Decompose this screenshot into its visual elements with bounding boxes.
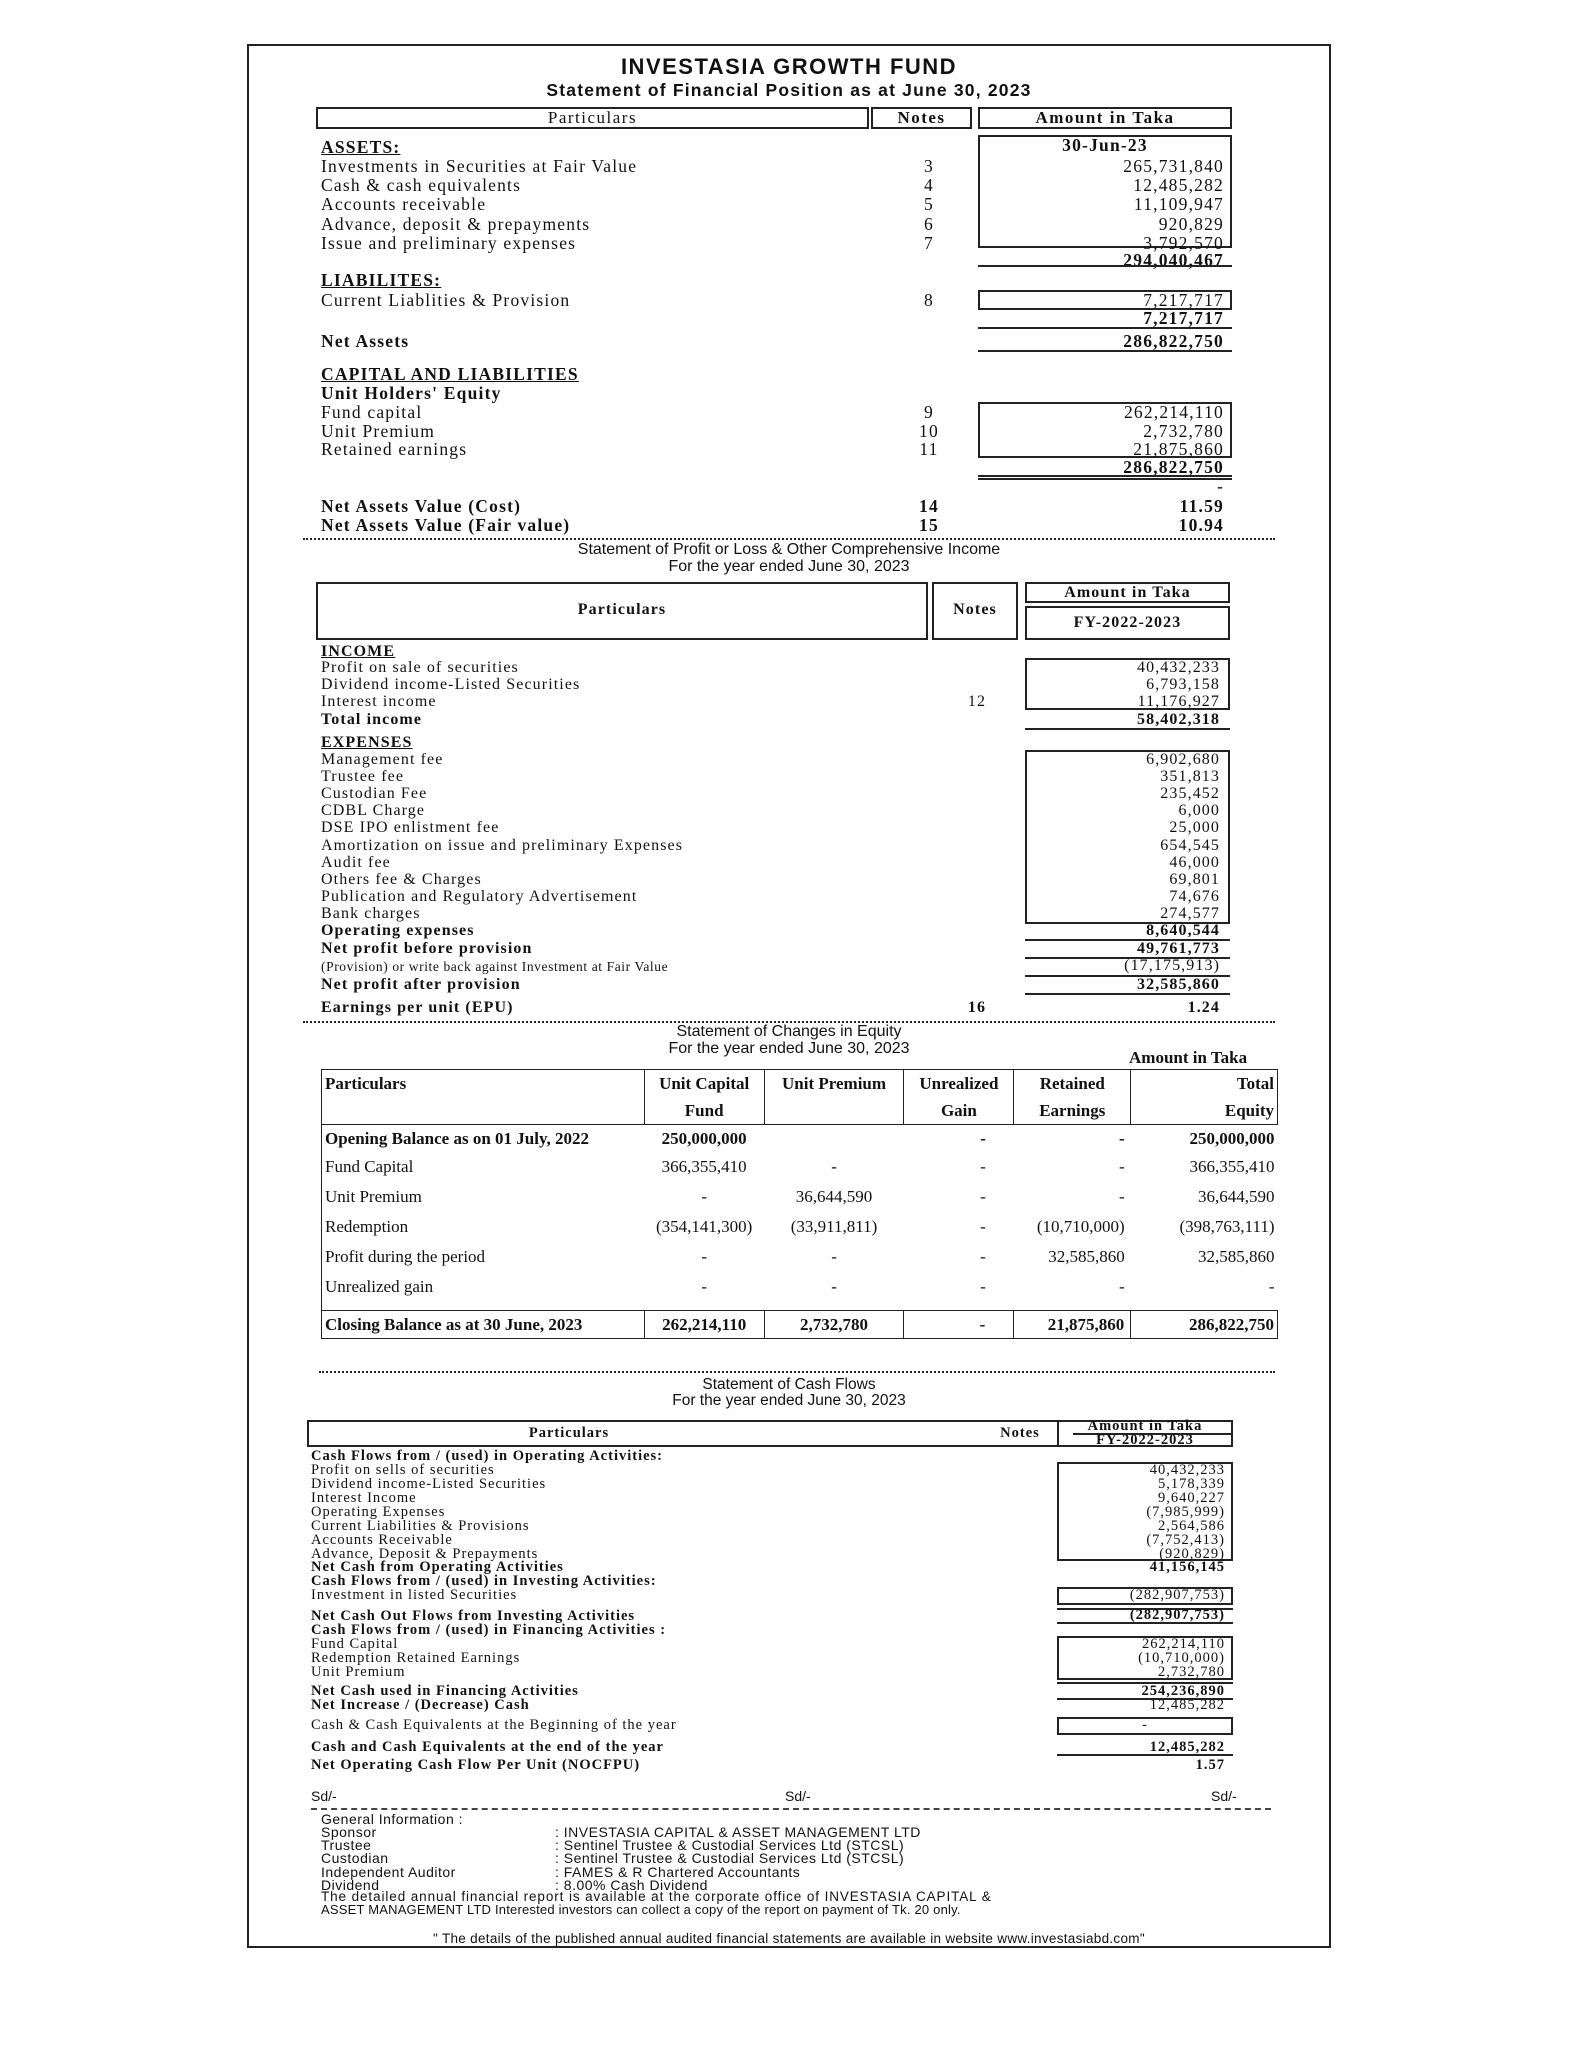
cf-beginning: -: [1142, 1717, 1148, 1733]
equity-header-row: [322, 1070, 1278, 1098]
cf-fin-row: [249, 1664, 1329, 1683]
general-info-label: Custodian: [321, 1850, 389, 1867]
equity-cell: -: [831, 1247, 837, 1266]
cf-investing-heading: Cash Flows from / (used) in Investing Activities:: [311, 1573, 657, 1589]
income-label: Interest income: [321, 693, 437, 710]
npbp-label: Net profit before provision: [321, 940, 533, 957]
cf-fin-amount: 262,214,110: [1142, 1636, 1225, 1652]
equity-row: [249, 439, 1329, 458]
assets-total-rule: [978, 265, 1232, 267]
asset-label: Advance, deposit & prepayments: [321, 213, 591, 234]
equity-cell: -: [1119, 1187, 1125, 1206]
total-income-value: 58,402,318: [1137, 711, 1220, 728]
cf-op-label: Advance, Deposit & Prepayments: [311, 1546, 539, 1562]
equity-cell: -: [831, 1277, 837, 1296]
pl-notes-header: Notes: [932, 582, 1018, 640]
asset-amount: 265,731,840: [1123, 156, 1224, 176]
changes-in-equity-table: [321, 1069, 1278, 1339]
equity-cell: 366,355,410: [1189, 1157, 1275, 1176]
total-income-label: Total income: [321, 711, 423, 728]
equity-note: 10: [919, 420, 939, 441]
equity-stmt-title: Statement of Changes in Equity: [676, 1023, 902, 1040]
equity-cell: Unrealized gain: [322, 1272, 645, 1302]
general-info-value: : Sentinel Trustee & Custodial Services Ltd (STCSL): [555, 1837, 905, 1854]
equity-header-cell: [764, 1097, 904, 1125]
asset-note: 6: [924, 213, 934, 234]
equity-cell: -: [1119, 1128, 1125, 1148]
equity-amount: 21,875,860: [1133, 439, 1224, 459]
financial-statement-page: [247, 44, 1331, 1948]
cf-op-amount: 5,178,339: [1158, 1476, 1225, 1492]
cf-op-label: Accounts Receivable: [311, 1532, 453, 1548]
equity-cell: (354,141,300): [656, 1217, 753, 1236]
cf-op-total-label: Net Cash from Operating Activities: [311, 1559, 564, 1575]
income-label: Dividend income-Listed Securities: [321, 676, 581, 693]
equity-row: [249, 421, 1329, 440]
report-line-2: ASSET MANAGEMENT LTD Interested investors can collect a copy of the report on payment of Tk. 20 only.: [321, 1902, 961, 1917]
cf-fin-amount: 2,732,780: [1158, 1664, 1225, 1680]
cf-op-label: Operating Expenses: [311, 1504, 446, 1520]
expense-label: DSE IPO enlistment fee: [321, 819, 500, 837]
expense-label: Others fee & Charges: [321, 870, 482, 888]
equity-closing-row: [322, 1311, 1278, 1339]
expense-amount: 351,813: [1160, 768, 1220, 786]
asset-amount: 3,792,570: [1143, 232, 1224, 253]
equity-cell: -: [1119, 1157, 1125, 1176]
cf-end-rule: [1057, 1754, 1233, 1756]
general-info-value: : FAMES & R Chartered Accountants: [555, 1863, 801, 1880]
equity-cell: -: [980, 1217, 986, 1236]
equity-cell: Profit during the period: [322, 1242, 645, 1272]
operating-expenses-value: 8,640,544: [1146, 922, 1220, 939]
pl-amount-header: Amount in Taka: [1025, 582, 1230, 603]
equity-header-cell: Retained: [1014, 1070, 1131, 1098]
cf-end: 12,485,282: [1149, 1739, 1225, 1755]
sfp-particulars-header: Particulars: [316, 107, 869, 129]
equity-cell: -: [904, 1311, 1014, 1339]
expense-label: Amortization on issue and preliminary Expenses: [321, 836, 684, 854]
liabilities-total-rule: [978, 327, 1232, 329]
equity-cell: Fund Capital: [322, 1152, 645, 1182]
cf-inv-item: (282,907,753): [1129, 1587, 1225, 1603]
equity-data-row: [322, 1272, 1278, 1302]
equity-label: Retained earnings: [321, 439, 468, 459]
equity-cell: 262,214,110: [644, 1311, 764, 1339]
signature-3: Sd/-: [1211, 1788, 1237, 1804]
pl-fy-header: FY-2022-2023: [1025, 606, 1230, 640]
fund-name: INVESTASIA GROWTH FUND: [620, 54, 958, 79]
equity-header-cell: Gain: [904, 1097, 1014, 1125]
expense-amount: 6,902,680: [1146, 751, 1220, 768]
asset-note: 4: [924, 175, 934, 196]
equity-label: Fund capital: [321, 402, 423, 422]
cf-financing-heading: Cash Flows from / (used) in Financing Activities :: [311, 1622, 667, 1638]
cf-inv-item-label: Investment in listed Securities: [311, 1587, 518, 1603]
equity-cell: -: [701, 1247, 707, 1266]
asset-label: Accounts receivable: [321, 194, 487, 215]
nav-cost-label: Net Assets Value (Cost): [321, 496, 522, 516]
expense-amount: 6,000: [1178, 802, 1220, 820]
section-divider-3: [319, 1371, 1275, 1373]
equity-cell: -: [980, 1277, 986, 1296]
cf-beginning-label: Cash & Cash Equivalents at the Beginning of the year: [311, 1717, 677, 1733]
expense-amount: 235,452: [1160, 785, 1220, 803]
equity-label: Unit Premium: [321, 420, 436, 441]
general-info-label: Trustee: [321, 1837, 372, 1854]
cf-op-amount: 40,432,233: [1149, 1462, 1225, 1478]
cf-op-label: Dividend income-Listed Securities: [311, 1476, 547, 1492]
equity-opening-row: [322, 1125, 1278, 1153]
assets-heading: ASSETS:: [321, 137, 401, 157]
cf-amount-header: Amount in Taka: [1087, 1418, 1203, 1434]
general-info-label: Independent Auditor: [321, 1863, 456, 1880]
asset-row: [249, 156, 1329, 175]
equity-cell: 250,000,000: [661, 1128, 747, 1148]
equity-header-cell: [322, 1097, 645, 1125]
npbp-value: 49,761,773: [1137, 940, 1220, 957]
equity-note: 11: [919, 439, 939, 459]
cf-fin-amount: (10,710,000): [1138, 1650, 1225, 1666]
equity-header-cell: Unit Capital: [644, 1070, 764, 1098]
equity-data-row: [322, 1212, 1278, 1242]
general-info-heading: General Information :: [321, 1811, 464, 1827]
equity-data-row: [322, 1242, 1278, 1272]
pl-title: Statement of Profit or Loss & Other Comprehensive Income: [577, 541, 1001, 558]
equity-cell: 32,585,860: [1198, 1247, 1275, 1266]
pl-particulars-header: Particulars: [316, 582, 928, 640]
general-info-label: Sponsor: [321, 1824, 377, 1840]
cashflow-period: For the year ended June 30, 2023: [672, 1392, 906, 1409]
asset-note: 7: [924, 232, 934, 253]
signature-divider: [311, 1808, 1271, 1810]
signature-2: Sd/-: [785, 1788, 811, 1804]
cf-operating-heading: Cash Flows from / (used) in Operating Activities:: [311, 1448, 664, 1464]
equity-stmt-period: For the year ended June 30, 2023: [668, 1040, 910, 1057]
cf-fin-total: 254,236,890: [1141, 1683, 1225, 1699]
income-amount: 6,793,158: [1146, 676, 1220, 693]
npap-value: 32,585,860: [1137, 976, 1220, 993]
expense-label: Management fee: [321, 751, 444, 768]
equity-row: [249, 402, 1329, 421]
asset-label: Cash & cash equivalents: [321, 175, 522, 196]
income-amount: 40,432,233: [1137, 659, 1220, 676]
general-info-value: : 8.00% Cash Dividend: [555, 1876, 708, 1893]
cf-op-amount: (7,752,413): [1146, 1532, 1225, 1548]
provision-label: (Provision) or write back against Investment at Fair Value: [321, 959, 669, 974]
cf-notes-header: Notes: [1000, 1425, 1040, 1441]
expense-label: Bank charges: [321, 904, 421, 922]
pl-period: For the year ended June 30, 2023: [668, 558, 910, 575]
equity-header-cell: Total: [1131, 1070, 1278, 1098]
cf-op-amount: 2,564,586: [1158, 1518, 1225, 1534]
asset-amount: 920,829: [1158, 213, 1224, 234]
expense-amount: 46,000: [1169, 853, 1220, 871]
equity-cell: -: [980, 1247, 986, 1266]
total-income-rule: [1025, 728, 1230, 730]
equity-amount-label: Amount in Taka: [1129, 1048, 1248, 1067]
expense-label: Trustee fee: [321, 768, 405, 786]
net-assets-label: Net Assets: [321, 331, 410, 351]
income-note: 12: [967, 693, 987, 710]
liabilities-total: 7,217,717: [1143, 308, 1224, 328]
equity-cell: -: [701, 1187, 707, 1206]
cf-inv-total-label: Net Cash Out Flows from Investing Activities: [311, 1608, 636, 1624]
cf-fin-label: Unit Premium: [311, 1664, 406, 1680]
equity-cell: 36,644,590: [795, 1187, 873, 1206]
equity-cell: 366,355,410: [661, 1157, 747, 1176]
section-divider-1: [303, 538, 1275, 540]
cf-end-label: Cash and Cash Equivalents at the end of the year: [311, 1739, 664, 1755]
equity-cell: [764, 1125, 904, 1153]
asset-amount: 11,109,947: [1133, 194, 1224, 215]
income-row: [249, 693, 1329, 712]
equity-cell: Unit Premium: [322, 1182, 645, 1212]
equity-cell: 36,644,590: [1198, 1187, 1275, 1206]
asset-row: [249, 194, 1329, 213]
operating-expenses-label: Operating expenses: [321, 922, 475, 939]
equity-amount: 262,214,110: [1123, 402, 1224, 422]
npap-label: Net profit after provision: [321, 976, 521, 993]
cf-particulars-header: Particulars: [528, 1425, 610, 1441]
income-label: Profit on sale of securities: [321, 659, 519, 676]
website-note: " The details of the published annual audited financial statements are available in website www.investasiabd.com": [433, 1931, 1145, 1946]
equity-cell: (33,911,811): [790, 1217, 878, 1236]
cf-fin-total-label: Net Cash used in Financing Activities: [311, 1683, 579, 1699]
expense-amount: 74,676: [1169, 887, 1220, 905]
expense-amount: 69,801: [1169, 870, 1220, 888]
equity-cell: -: [1119, 1277, 1125, 1296]
nocfpu-label: Net Operating Cash Flow Per Unit (NOCFPU): [311, 1757, 641, 1773]
equity-cell: 2,732,780: [764, 1311, 904, 1339]
sfp-amount-header: Amount in Taka: [978, 107, 1232, 129]
equity-cell: 32,585,860: [1048, 1247, 1125, 1266]
equity-cell: (10,710,000): [1036, 1217, 1125, 1236]
liability-row: [249, 290, 1329, 309]
asset-note: 5: [924, 194, 934, 215]
cf-fin-label: Fund Capital: [311, 1636, 399, 1652]
net-assets-rule: [978, 350, 1232, 352]
expense-label: Custodian Fee: [321, 785, 428, 803]
general-info-label: Dividend: [321, 1876, 380, 1893]
asset-label: Issue and preliminary expenses: [321, 232, 577, 253]
sfp-notes-header: Notes: [871, 107, 972, 129]
equity-cell: -: [1268, 1277, 1275, 1296]
unit-holders-equity-heading: Unit Holders' Equity: [321, 383, 502, 403]
equity-data-row: [322, 1152, 1278, 1182]
liability-label: Current Liablities & Provision: [321, 290, 571, 310]
nav-fair-label: Net Assets Value (Fair value): [321, 515, 571, 535]
cf-fy-header: FY-2022-2023: [1096, 1432, 1194, 1448]
equity-cell: 250,000,000: [1189, 1128, 1275, 1148]
asset-row: [249, 233, 1329, 252]
asset-row: [249, 214, 1329, 233]
equity-header-row: [322, 1097, 1278, 1125]
equity-cell: -: [831, 1157, 837, 1176]
expenses-heading: EXPENSES: [321, 734, 413, 751]
cf-op-label: Profit on sells of securities: [311, 1462, 495, 1478]
report-line-1: The detailed annual financial report is available at the corporate office of INVESTASIA CAPITAL &: [321, 1889, 992, 1904]
equity-header-cell: Unrealized: [904, 1070, 1014, 1098]
expense-amount: 25,000: [1169, 819, 1220, 837]
general-info-value: : Sentinel Trustee & Custodial Services Ltd (STCSL): [555, 1850, 905, 1867]
equity-cell: (398,763,111): [1179, 1217, 1275, 1236]
cf-op-label: Current Liabilities & Provisions: [311, 1518, 530, 1534]
equity-total: 286,822,750: [1123, 457, 1224, 477]
equity-cell: 286,822,750: [1131, 1311, 1278, 1339]
nav-cost-note: 14: [919, 496, 939, 516]
epu-value: 1.24: [1187, 999, 1220, 1016]
cf-op-label: Interest Income: [311, 1490, 417, 1506]
expense-label: CDBL Charge: [321, 802, 426, 820]
expense-label: Audit fee: [321, 853, 391, 871]
equity-cell: -: [980, 1157, 986, 1176]
equity-spacer-cell: [322, 1302, 1278, 1311]
provision-value: (17,175,913): [1124, 957, 1220, 974]
income-amount: 11,176,927: [1137, 693, 1220, 710]
equity-cell: Opening Balance as on 01 July, 2022: [322, 1125, 645, 1153]
liabilities-heading: LIABILITES:: [321, 270, 442, 290]
cf-inv-total: (282,907,753): [1129, 1607, 1225, 1623]
asset-row: [249, 175, 1329, 194]
equity-cell: Closing Balance as at 30 June, 2023: [322, 1311, 645, 1339]
nav-cost-value: 11.59: [1179, 496, 1224, 516]
equity-spacer-row: [322, 1302, 1278, 1311]
net-assets-value: 286,822,750: [1123, 331, 1224, 351]
equity-cell: -: [701, 1277, 707, 1296]
equity-header-cell: Earnings: [1014, 1097, 1131, 1125]
liability-note: 8: [924, 290, 934, 310]
equity-header-cell: Unit Premium: [764, 1070, 904, 1098]
asset-label: Investments in Securities at Fair Value: [321, 156, 638, 176]
nav-fair-value: 10.94: [1178, 515, 1224, 535]
assets-total: 294,040,467: [1123, 250, 1224, 270]
signature-1: Sd/-: [311, 1788, 337, 1804]
equity-cell: -: [980, 1187, 986, 1206]
equity-header-cell: Fund: [644, 1097, 764, 1125]
nocfpu-value: 1.57: [1195, 1757, 1225, 1773]
expense-amount: 654,545: [1160, 836, 1220, 854]
cf-op-amount: (7,985,999): [1146, 1504, 1225, 1520]
sfp-date-label: 30-Jun-23: [1062, 135, 1148, 155]
liability-amount: 7,217,717: [1143, 290, 1224, 310]
cf-op-amount: 9,640,227: [1158, 1490, 1225, 1506]
capital-liabilities-heading: CAPITAL AND LIABILITIES: [321, 364, 579, 384]
equity-header-cell: Particulars: [322, 1070, 645, 1098]
nav-fair-note: 15: [919, 515, 939, 535]
sfp-title: Statement of Financial Position as at June 30, 2023: [546, 80, 1032, 100]
epu-note: 16: [967, 999, 987, 1016]
expense-amount: 274,577: [1160, 904, 1220, 922]
cf-net-increase-label: Net Increase / (Decrease) Cash: [311, 1697, 530, 1713]
income-heading: INCOME: [321, 643, 396, 660]
npap-rule: [1025, 993, 1230, 995]
epu-label: Earnings per unit (EPU): [321, 999, 514, 1016]
equity-cell: -: [980, 1128, 986, 1148]
equity-dash: -: [1216, 476, 1224, 496]
cf-op-total: 41,156,145: [1149, 1559, 1225, 1575]
cf-fin-label: Redemption Retained Earnings: [311, 1650, 521, 1666]
cf-op-amount: (920,829): [1159, 1546, 1225, 1562]
equity-header-cell: Equity: [1131, 1097, 1278, 1125]
equity-note: 9: [924, 402, 934, 422]
equity-cell: 21,875,860: [1014, 1311, 1131, 1339]
general-info-value: : INVESTASIA CAPITAL & ASSET MANAGEMENT LTD: [555, 1824, 921, 1840]
cashflow-title: Statement of Cash Flows: [702, 1376, 876, 1393]
asset-note: 3: [924, 156, 934, 176]
equity-amount: 2,732,780: [1143, 420, 1224, 441]
equity-data-row: [322, 1182, 1278, 1212]
asset-amount: 12,485,282: [1133, 175, 1224, 196]
equity-cell: Redemption: [322, 1212, 645, 1242]
cf-net-increase: 12,485,282: [1149, 1697, 1225, 1713]
expense-label: Publication and Regulatory Advertisement: [321, 887, 638, 905]
